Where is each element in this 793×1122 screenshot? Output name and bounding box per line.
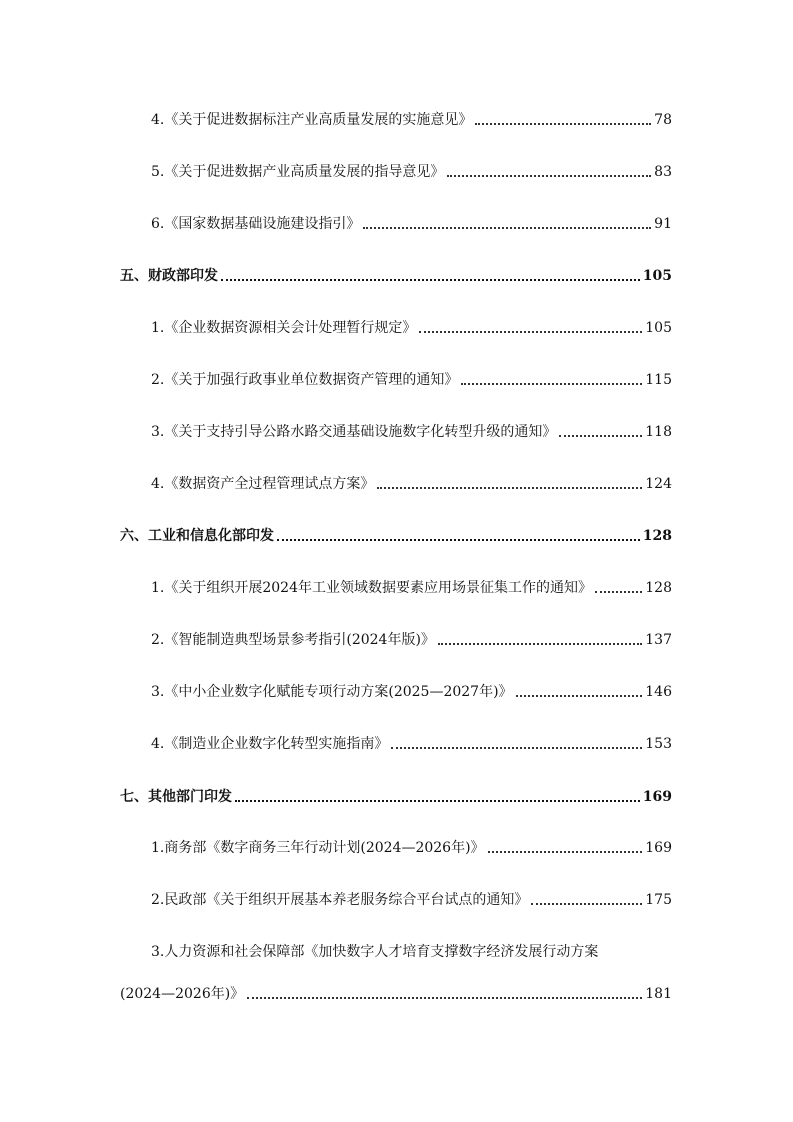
- dot-leader: [531, 903, 642, 905]
- toc-entry[interactable]: [151, 730, 672, 754]
- toc-entry-title: 1.商务部《数字商务三年行动计划(2024—2026年)》: [151, 840, 485, 856]
- dot-leader: [559, 435, 642, 437]
- dot-leader: [377, 487, 642, 489]
- toc-entry-title: 3.《中小企业数字化赋能专项行动方案(2025—2027年)》: [151, 684, 513, 700]
- toc-entry[interactable]: [151, 678, 672, 702]
- dot-leader: [516, 695, 643, 697]
- toc-entry-page: 175: [645, 892, 672, 908]
- toc-entry[interactable]: [151, 210, 672, 234]
- toc-entry[interactable]: [151, 834, 672, 858]
- toc-section-heading[interactable]: [120, 522, 672, 546]
- dot-leader: [475, 123, 651, 125]
- toc-entry-page: 83: [654, 164, 672, 180]
- dot-leader: [419, 331, 642, 333]
- dot-leader: [363, 227, 651, 229]
- toc-entry-page: 118: [645, 424, 672, 440]
- toc-section-page: 169: [642, 789, 672, 805]
- toc-entry-page: 91: [654, 216, 672, 232]
- toc-entry-title: 1.《企业数据资源相关会计处理暂行规定》: [151, 320, 417, 336]
- toc-section-page: 105: [642, 268, 672, 284]
- toc-entry-page: 137: [645, 632, 672, 648]
- toc-entry[interactable]: [151, 314, 672, 338]
- dot-leader: [235, 800, 640, 802]
- toc-entry-title: 3.《关于支持引导公路水路交通基础设施数字化转型升级的通知》: [151, 424, 557, 440]
- toc-entry-title: 5.《关于促进数据产业高质量发展的指导意见》: [151, 164, 445, 180]
- toc-entry-page: 105: [645, 320, 672, 336]
- toc-entry[interactable]: [151, 470, 672, 494]
- toc-entry[interactable]: [120, 980, 672, 1004]
- toc-entry-page: 169: [645, 840, 672, 856]
- toc-section-title: 六、工业和信息化部印发: [120, 528, 274, 544]
- toc-entry[interactable]: [151, 366, 672, 390]
- toc-entry[interactable]: [151, 106, 672, 130]
- toc-entry-page: 153: [645, 736, 672, 752]
- dot-leader: [438, 643, 642, 645]
- toc-section-heading[interactable]: [120, 262, 672, 286]
- dot-leader: [221, 279, 640, 281]
- dot-leader: [488, 851, 643, 853]
- dot-leader: [277, 539, 640, 541]
- toc-entry[interactable]: [151, 886, 672, 910]
- toc-section-heading[interactable]: [120, 783, 672, 807]
- toc-entry[interactable]: [151, 418, 672, 442]
- toc-entry-page: 78: [654, 112, 672, 128]
- toc-entry-title: 2.民政部《关于组织开展基本养老服务综合平台试点的通知》: [151, 892, 529, 908]
- dot-leader: [595, 591, 642, 593]
- toc-entry[interactable]: [151, 626, 672, 650]
- toc-section-page: 128: [642, 528, 672, 544]
- toc-entry-title: 6.《国家数据基础设施建设指引》: [151, 216, 361, 232]
- toc-entry-page: 124: [645, 476, 672, 492]
- toc-entry-page: 146: [645, 684, 672, 700]
- toc-entry-title: 4.《制造业企业数字化转型实施指南》: [151, 736, 389, 752]
- dot-leader: [391, 747, 642, 749]
- toc-section-title: 七、其他部门印发: [120, 789, 232, 805]
- toc-entry-title: 1.《关于组织开展2024年工业领域数据要素应用场景征集工作的通知》: [151, 580, 592, 596]
- dot-leader: [461, 383, 642, 385]
- toc-entry-page: 115: [645, 372, 672, 388]
- toc-entry[interactable]: [151, 158, 672, 182]
- dot-leader: [247, 997, 642, 999]
- toc-entry-title: 4.《关于促进数据标注产业高质量发展的实施意见》: [151, 112, 473, 128]
- toc-section-title: 五、财政部印发: [120, 268, 218, 284]
- toc-entry-title: 4.《数据资产全过程管理试点方案》: [151, 476, 375, 492]
- toc-entry-title: 2.《关于加强行政事业单位数据资产管理的通知》: [151, 372, 459, 388]
- toc-entry-page: 181: [645, 986, 672, 1002]
- toc-entry-title-line1[interactable]: 3.人力资源和社会保障部《加快数字人才培育支撑数字经济发展行动方案: [151, 944, 599, 960]
- toc-entry-page: 128: [645, 580, 672, 596]
- toc-entry-title: 2.《智能制造典型场景参考指引(2024年版)》: [151, 632, 435, 648]
- toc-entry[interactable]: [151, 574, 672, 598]
- toc-entry-title-line2: (2024—2026年)》: [120, 986, 245, 1002]
- dot-leader: [447, 175, 651, 177]
